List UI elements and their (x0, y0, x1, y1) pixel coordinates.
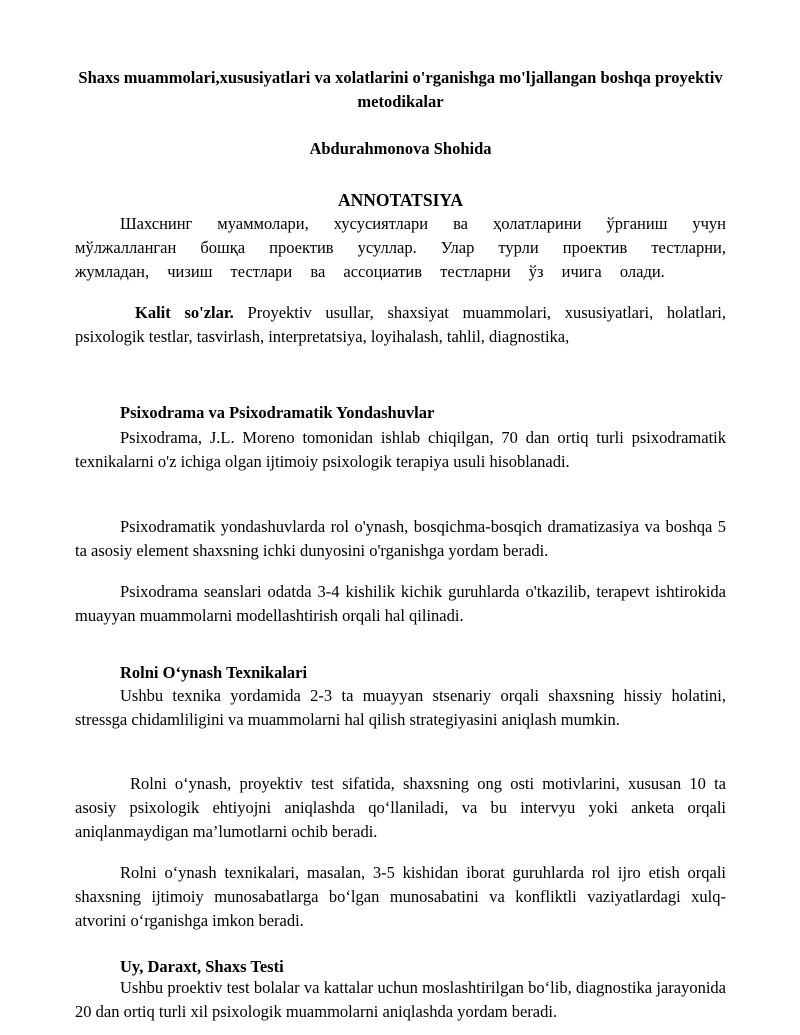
annotation-heading: ANNOTATSIYA (337, 190, 464, 210)
keywords-label: Kalit so'zlar. (135, 303, 234, 322)
section-paragraph (75, 426, 726, 474)
section-paragraph (75, 515, 726, 563)
document-title: Shaxs muammolari,xususiyatlari va xolatlarini o'rganishga mo'ljallangan boshqa proyektiv metodikalar (78, 68, 723, 111)
keywords-text: Proyektiv usullar, shaxsiyat muammolari, xususiyatlari, holatlari, psixologik testlar, tasvirlash, interpretatsiya, loyihalash, tahlil, diagnostika, (75, 303, 726, 346)
keywords-paragraph (75, 301, 726, 349)
section-heading-psixodrama: Psixodrama va Psixodramatik Yondashuvlar (120, 403, 435, 422)
paragraph-text: Psixodrama seanslari odatda 3-4 kishilik kichik guruhlarda o'tkazilib, terapevt ishtirokida muayyan muammolarni modellashtirish orqali hal qilinadi. (75, 582, 726, 625)
paragraph-text: Rolni o‘ynash, proyektiv test sifatida, shaxsning ong osti motivlarini, xususan 10 ta asosiy psixologik ehtiyojni aniqlashda qo‘llaniladi, va bu intervyu yoki anketa orqali aniqlanmaydigan ma’lumotlarni ochib beradi. (75, 774, 726, 841)
paragraph-text: Ushbu texnika yordamida 2-3 ta muayyan stsenariy orqali shaxsning hissiy holatini, stressga chidamliligini va muammolarni hal qilish strategiyasini aniqlash mumkin. (75, 686, 726, 729)
paragraph-text: Psixodrama, J.L. Moreno tomonidan ishlab chiqilgan, 70 dan ortiq turli psixodramatik texnikalarni o'z ichiga olgan ijtimoiy psixologik terapiya usuli hisoblanadi. (75, 428, 726, 471)
annotation-text: Шахснинг муаммолари, хусусиятлари ва ҳолатларини ўрганиш учун мўлжалланган бошқа проектив усуллар. Улар турли проектив тестларни, жумладан, чизиш тестлари ва ассоциатив тестларни ўз ичига олади. (75, 214, 726, 281)
section-heading-uy-daraxt: Uy, Daraxt, Shaxs Testi (120, 957, 284, 976)
paragraph-text: Psixodramatik yondashuvlarda rol o'ynash, bosqichma-bosqich dramatizasiya va boshqa 5 ta asosiy element shaxsning ichki dunyosini o'rganishga yordam beradi. (75, 517, 726, 560)
section-paragraph (75, 684, 726, 732)
annotation-paragraph (75, 212, 726, 284)
section-paragraph (75, 861, 726, 933)
paragraph-text: Rolni o‘ynash texnikalari, masalan, 3-5 kishidan iborat guruhlarda rol ijro etish orqali shaxsning ijtimoiy munosabatlarga bo‘lgan munosabatini va konfliktli vaziyatlardagi xulq-atvorini o‘rganishga imkon beradi. (75, 863, 726, 930)
author-name: Abdurahmonova Shohida (309, 139, 492, 158)
section-paragraph (75, 976, 726, 1024)
paragraph-text: Ushbu proektiv test bolalar va kattalar uchun moslashtirilgan bo‘lib, diagnostika jarayonida 20 dan ortiq turli xil psixologik muammolarni aniqlashda yordam beradi. (75, 978, 726, 1021)
document-page (75, 0, 726, 1035)
section-paragraph (75, 580, 726, 628)
section-heading-rolni-oynash: Rolni O‘ynash Texnikalari (120, 663, 308, 682)
section-paragraph (75, 772, 726, 844)
